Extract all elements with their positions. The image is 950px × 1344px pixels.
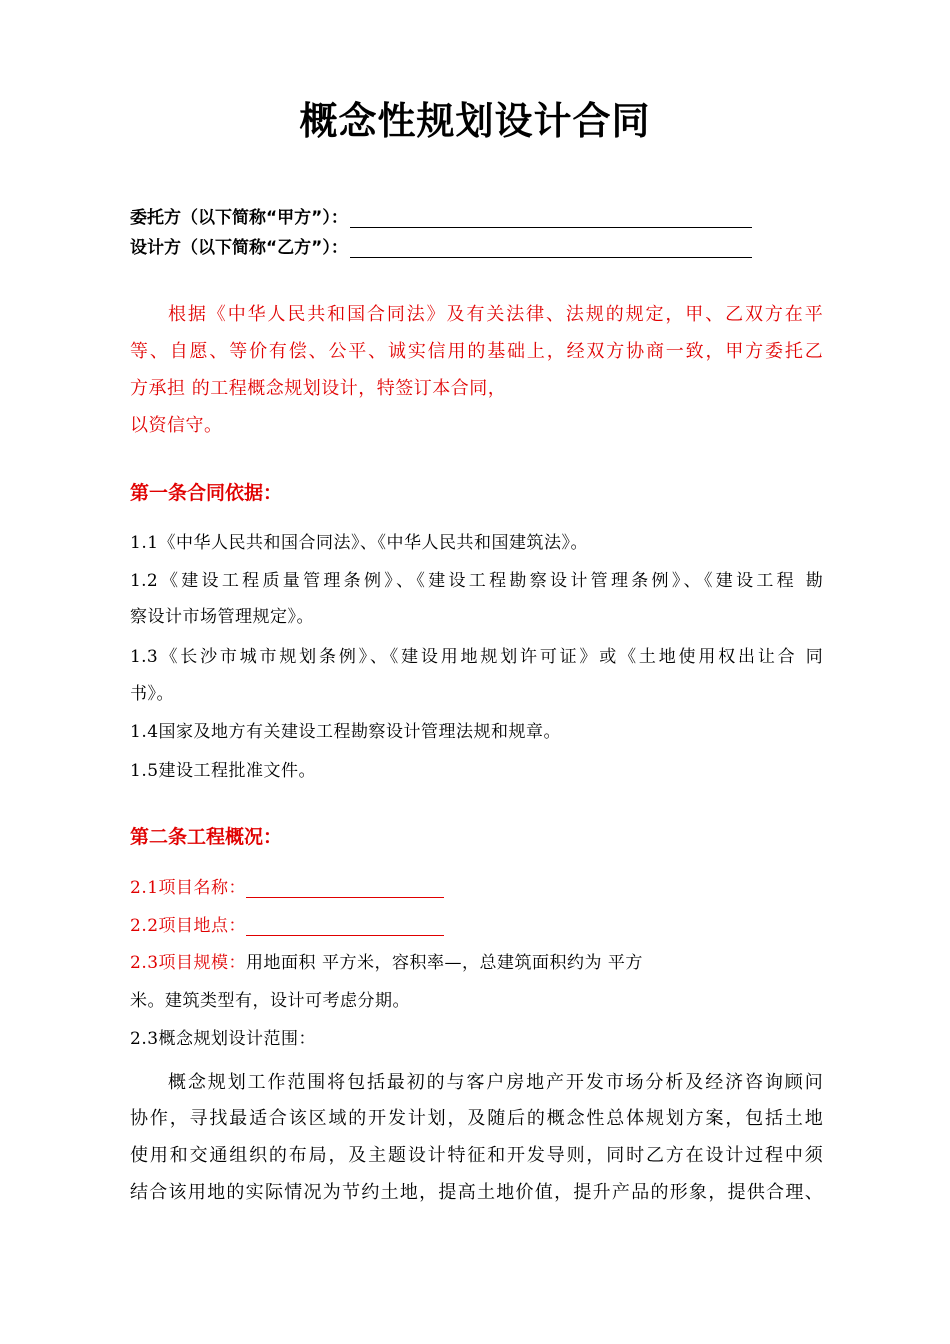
design-scope-line-1: 概念规划工作范围将包括最初的与客户房地产开发市场分析及经济咨询顾问	[168, 1072, 823, 1093]
party-a-blank	[350, 209, 752, 228]
article-1-item-5: 1.5建设工程批准文件。	[130, 761, 317, 781]
project-scale-text: 用地面积 平方米，容积率—，总建筑面积约为 平方	[246, 953, 643, 973]
party-b-blank	[350, 239, 752, 258]
article-1-heading: 第一条合同依据：	[130, 482, 283, 504]
design-scope-line-4: 结合该用地的实际情况为节约土地，提高土地价值，提升产品的形象，提供合理、	[130, 1182, 823, 1203]
party-b-label: 设计方（以下简称“乙方”）：	[130, 238, 348, 258]
party-b-row	[130, 233, 752, 258]
project-location-blank	[246, 917, 444, 936]
project-name-blank	[246, 879, 444, 898]
project-scale-row	[130, 948, 643, 973]
intro-line-2: 等、自愿、等价有偿、公平、诚实信用的基础上，经双方协商一致，甲方委托乙	[130, 341, 823, 362]
article-1-item-3-line-1: 1.3《长沙市城市规划条例》、《建设用地规划许可证》或《土地使用权出让合 同	[130, 647, 823, 667]
project-name-row	[130, 873, 444, 898]
article-1-item-1: 1.1《中华人民共和国合同法》、《中华人民共和国建筑法》。	[130, 533, 589, 553]
intro-line-3: 方承担 的工程概念规划设计，特签订本合同，	[130, 378, 507, 399]
design-scope-line-3: 使用和交通组织的布局，及主题设计特征和开发导则，同时乙方在设计过程中须	[130, 1145, 823, 1166]
design-scope-line-2: 协作，寻找最适合该区域的开发计划，及随后的概念性总体规划方案，包括土地	[130, 1108, 823, 1129]
intro-line-4: 以资信守。	[130, 415, 223, 436]
article-1-item-4: 1.4国家及地方有关建设工程勘察设计管理法规和规章。	[130, 722, 562, 742]
project-location-row	[130, 911, 444, 936]
intro-line-1: 根据《中华人民共和国合同法》及有关法律、法规的规定，甲、乙双方在平	[168, 304, 823, 325]
article-1-item-2-line-1: 1.2《建设工程质量管理条例》、《建设工程勘察设计管理条例》、《建设工程 勘	[130, 571, 823, 591]
article-1-item-2-line-2: 察设计市场管理规定》。	[130, 607, 314, 627]
project-location-label: 2.2项目地点：	[130, 916, 247, 936]
project-scale-continued: 米。建筑类型有，设计可考虑分期。	[130, 991, 410, 1011]
project-name-label: 2.1项目名称：	[130, 878, 247, 898]
design-scope-label: 2.3概念规划设计范围：	[130, 1029, 317, 1049]
article-1-item-3-line-2: 书》。	[130, 684, 174, 704]
document-title: 概念性规划设计合同	[299, 99, 651, 143]
party-a-row	[130, 203, 752, 228]
party-a-label: 委托方（以下简称“甲方”）：	[130, 208, 348, 228]
article-2-heading: 第二条工程概况：	[130, 826, 283, 848]
project-scale-label: 2.3项目规模：	[130, 953, 247, 973]
